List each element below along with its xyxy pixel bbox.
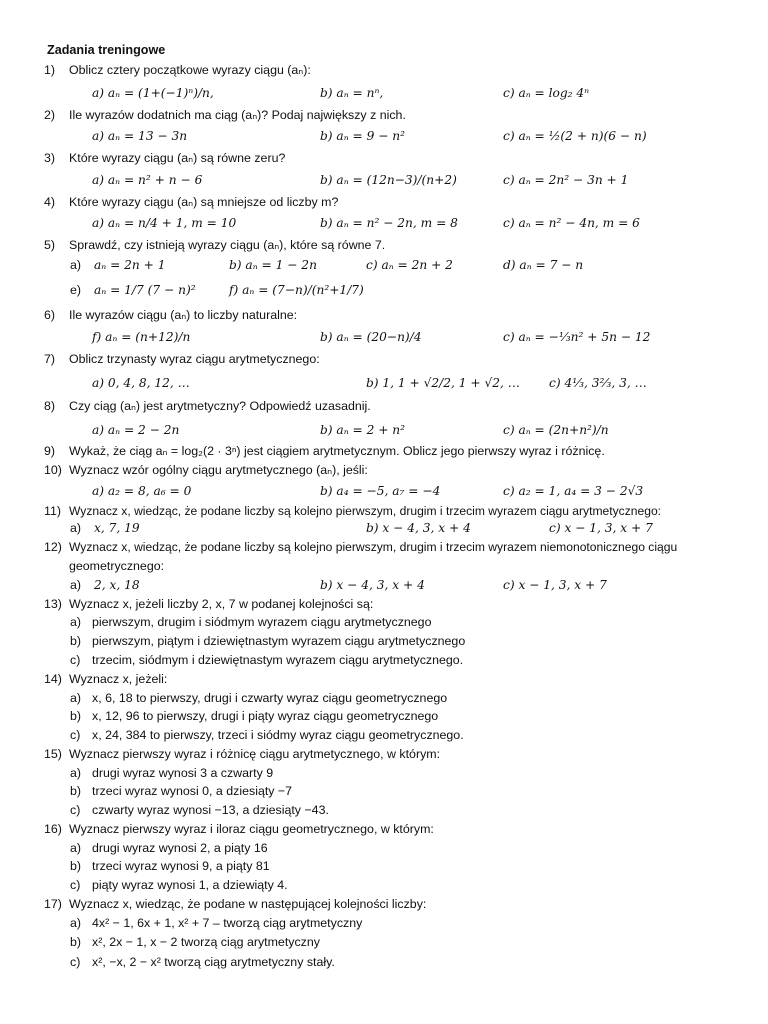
- item-text: pierwszym, drugim i siódmym wyrazem ciągu arytmetycznego: [92, 615, 432, 629]
- item-label: b): [70, 935, 82, 949]
- item-label: a): [70, 766, 82, 780]
- question-1: [0, 61, 768, 80]
- question-3-options: [0, 171, 768, 190]
- option-c: c) 4⅓, 3⅔, 3, …: [549, 376, 647, 390]
- option-c: c) x − 1, 3, x + 7: [549, 521, 653, 535]
- question-number: 13): [44, 597, 62, 611]
- option-a: x, 7, 19: [94, 521, 140, 535]
- option-b: b) x − 4, 3, x + 4: [320, 578, 425, 592]
- question-7-options: [0, 374, 768, 393]
- option-c: c) aₙ = n² − 4n, m = 6: [503, 216, 640, 230]
- item-text: trzeci wyraz wynosi 0, a dziesiąty −7: [92, 784, 293, 798]
- item-text: 4x² − 1, 6x + 1, x² + 7 – tworzą ciąg arytmetyczny: [92, 916, 363, 930]
- option-b: b) 1, 1 + √2/2, 1 + √2, …: [366, 376, 520, 390]
- question-2-options: [0, 127, 768, 146]
- item-label: c): [70, 878, 81, 892]
- option-f: f) aₙ = (n+12)/n: [92, 330, 191, 344]
- item-text: x², −x, 2 − x² tworzą ciąg arytmetyczny stały.: [92, 955, 335, 969]
- list-item: [0, 726, 768, 745]
- question-1-options: [0, 84, 768, 103]
- option-f: f) aₙ = (7−n)/(n²+1/7): [229, 283, 364, 297]
- question-text: Wyznacz x, jeżeli liczby 2, x, 7 w podanej kolejności są:: [69, 597, 374, 611]
- question-10: [0, 461, 768, 480]
- option-a: aₙ = 2n + 1: [94, 258, 166, 272]
- question-number: 11): [44, 504, 61, 518]
- question-text: Wyznacz x, wiedząc, że podane liczby są kolejno pierwszym, drugim i trzecim wyrazem ciągu arytmetycznego:: [69, 504, 662, 518]
- option-a: a) aₙ = n/4 + 1, m = 10: [92, 216, 237, 230]
- option-c: c) aₙ = −⅓n² + 5n − 12: [503, 330, 651, 344]
- question-6: [0, 306, 768, 325]
- option-e: aₙ = 1/7 (7 − n)²: [94, 283, 196, 297]
- option-a: 2, x, 18: [94, 578, 140, 592]
- option-b: b) aₙ = (20−n)/4: [320, 330, 422, 344]
- item-text: piąty wyraz wynosi 1, a dziewiąty 4.: [92, 878, 288, 892]
- question-12: [0, 538, 768, 557]
- item-text: x, 6, 18 to pierwszy, drugi i czwarty wyraz ciągu geometrycznego: [92, 691, 448, 705]
- item-label: a): [70, 916, 82, 930]
- option-c: c) aₙ = 2n + 2: [366, 258, 453, 272]
- option-b: b) x − 4, 3, x + 4: [366, 521, 471, 535]
- question-8: [0, 397, 768, 416]
- question-number: 12): [44, 540, 62, 554]
- list-item: [0, 689, 768, 708]
- option-b: b) aₙ = 1 − 2n: [229, 258, 317, 272]
- item-label: c): [70, 653, 81, 667]
- list-item: [0, 764, 768, 783]
- question-12-options: [0, 576, 768, 595]
- option-c: c) a₂ = 1, a₄ = 3 − 2√3: [503, 484, 644, 498]
- list-item: [0, 914, 768, 933]
- question-5-options-2: [0, 281, 768, 300]
- question-text: Ile wyrazów ciągu (aₙ) to liczby naturalne:: [69, 308, 298, 322]
- question-text: Które wyrazy ciągu (aₙ) są mniejsze od liczby m?: [69, 195, 339, 209]
- question-2: [0, 106, 768, 125]
- question-text: Czy ciąg (aₙ) jest arytmetyczny? Odpowiedź uzasadnij.: [69, 399, 371, 413]
- question-8-options: [0, 421, 768, 440]
- item-label: a): [70, 615, 82, 629]
- option-e-label: e): [70, 283, 82, 297]
- item-label: c): [70, 803, 81, 817]
- question-number: 2): [44, 108, 56, 122]
- question-number: 5): [44, 238, 56, 252]
- question-number: 17): [44, 897, 62, 911]
- option-b: b) aₙ = 2 + n²: [320, 423, 406, 437]
- question-15: [0, 745, 768, 764]
- list-item: [0, 707, 768, 726]
- question-12-continued: [0, 557, 768, 576]
- question-4-options: [0, 214, 768, 233]
- question-13: [0, 595, 768, 614]
- item-text: trzeci wyraz wynosi 9, a piąty 81: [92, 859, 270, 873]
- option-a: a) aₙ = n² + n − 6: [92, 173, 203, 187]
- question-number: 4): [44, 195, 56, 209]
- question-number: 3): [44, 151, 56, 165]
- option-a-label: a): [70, 521, 82, 535]
- list-item: [0, 613, 768, 632]
- list-item: [0, 801, 768, 820]
- question-5: [0, 236, 768, 255]
- item-label: a): [70, 691, 82, 705]
- question-text: Wyznacz pierwszy wyraz i iloraz ciągu geometrycznego, w którym:: [69, 822, 434, 836]
- list-item: [0, 857, 768, 876]
- question-text: Ile wyrazów dodatnich ma ciąg (aₙ)? Podaj największy z nich.: [69, 108, 406, 122]
- list-item: [0, 782, 768, 801]
- question-text: Sprawdź, czy istnieją wyrazy ciągu (aₙ), które są równe 7.: [69, 238, 386, 252]
- option-a: a) aₙ = 2 − 2n: [92, 423, 180, 437]
- question-number: 6): [44, 308, 56, 322]
- list-item: [0, 953, 768, 972]
- option-b: b) a₄ = −5, a₇ = −4: [320, 484, 441, 498]
- list-item: [0, 876, 768, 895]
- question-11-options: [0, 519, 768, 538]
- list-item: [0, 632, 768, 651]
- question-14: [0, 670, 768, 689]
- option-d: d) aₙ = 7 − n: [503, 258, 584, 272]
- list-item: [0, 933, 768, 952]
- question-9: [0, 442, 768, 461]
- option-b: b) aₙ = n² − 2n, m = 8: [320, 216, 458, 230]
- question-text: Oblicz cztery początkowe wyrazy ciągu (aₙ):: [69, 63, 311, 77]
- question-number: 7): [44, 352, 56, 366]
- item-label: c): [70, 728, 81, 742]
- question-text: Wyznacz x, wiedząc, że podane w następującej kolejności liczby:: [69, 897, 427, 911]
- page-title: Zadania treningowe: [47, 43, 166, 57]
- option-a: a) a₂ = 8, a₆ = 0: [92, 484, 192, 498]
- question-4: [0, 193, 768, 212]
- option-a-label: a): [70, 578, 82, 592]
- question-16: [0, 820, 768, 839]
- question-number: 14): [44, 672, 62, 686]
- item-label: c): [70, 955, 81, 969]
- option-c: c) aₙ = 2n² − 3n + 1: [503, 173, 629, 187]
- item-text: drugi wyraz wynosi 3 a czwarty 9: [92, 766, 274, 780]
- question-number: 1): [44, 63, 56, 77]
- question-number: 8): [44, 399, 56, 413]
- option-b: b) aₙ = 9 − n²: [320, 129, 406, 143]
- item-label: b): [70, 784, 82, 798]
- question-text-continued: geometrycznego:: [69, 559, 165, 573]
- question-number: 15): [44, 747, 62, 761]
- item-label: b): [70, 859, 82, 873]
- option-c: c) aₙ = (2n+n²)/n: [503, 423, 609, 437]
- question-text: Wyznacz wzór ogólny ciągu arytmetycznego (aₙ), jeśli:: [69, 463, 368, 477]
- question-3: [0, 149, 768, 168]
- question-text: Wyznacz x, jeżeli:: [69, 672, 168, 686]
- item-text: pierwszym, piątym i dziewiętnastym wyrazem ciągu arytmetycznego: [92, 634, 466, 648]
- item-text: trzecim, siódmym i dziewiętnastym wyrazem ciągu arytmetycznego.: [92, 653, 464, 667]
- question-number: 9): [44, 444, 56, 458]
- question-text: Wyznacz pierwszy wyraz i różnicę ciągu arytmetycznego, w którym:: [69, 747, 441, 761]
- option-c: c) aₙ = ½(2 + n)(6 − n): [503, 129, 647, 143]
- item-label: a): [70, 841, 82, 855]
- question-number: 10): [44, 463, 62, 477]
- option-a-label: a): [70, 258, 82, 272]
- question-text: Oblicz trzynasty wyraz ciągu arytmetycznego:: [69, 352, 320, 366]
- option-a: a) aₙ = (1+(−1)ⁿ)/n,: [92, 86, 214, 100]
- item-label: b): [70, 634, 82, 648]
- option-a: a) 0, 4, 8, 12, …: [92, 376, 190, 390]
- question-5-options-1: [0, 256, 768, 275]
- question-text: Wyznacz x, wiedząc, że podane liczby są kolejno pierwszym, drugim i trzecim wyrazem niemonotonicznego ciągu: [69, 540, 678, 554]
- list-item: [0, 839, 768, 858]
- option-a: a) aₙ = 13 − 3n: [92, 129, 188, 143]
- question-6-options: [0, 328, 768, 347]
- item-text: czwarty wyraz wynosi −13, a dziesiąty −43.: [92, 803, 329, 817]
- question-10-options: [0, 482, 768, 501]
- option-c: c) x − 1, 3, x + 7: [503, 578, 607, 592]
- question-number: 16): [44, 822, 62, 836]
- item-text: x, 24, 384 to pierwszy, trzeci i siódmy wyraz ciągu geometrycznego.: [92, 728, 464, 742]
- option-c: c) aₙ = log₂ 4ⁿ: [503, 86, 590, 100]
- question-text: Które wyrazy ciągu (aₙ) są równe zeru?: [69, 151, 286, 165]
- question-7: [0, 350, 768, 369]
- question-17: [0, 895, 768, 914]
- item-text: x², 2x − 1, x − 2 tworzą ciąg arytmetyczny: [92, 935, 320, 949]
- item-text: x, 12, 96 to pierwszy, drugi i piąty wyraz ciągu geometrycznego: [92, 709, 439, 723]
- option-b: b) aₙ = (12n−3)/(n+2): [320, 173, 457, 187]
- item-text: drugi wyraz wynosi 2, a piąty 16: [92, 841, 268, 855]
- item-label: b): [70, 709, 82, 723]
- option-b: b) aₙ = nⁿ,: [320, 86, 384, 100]
- question-text: Wykaż, że ciąg aₙ = log₂(2 · 3ⁿ) jest ciągiem arytmetycznym. Oblicz jego pierwszy wyraz i różnicę.: [69, 444, 605, 458]
- list-item: [0, 651, 768, 670]
